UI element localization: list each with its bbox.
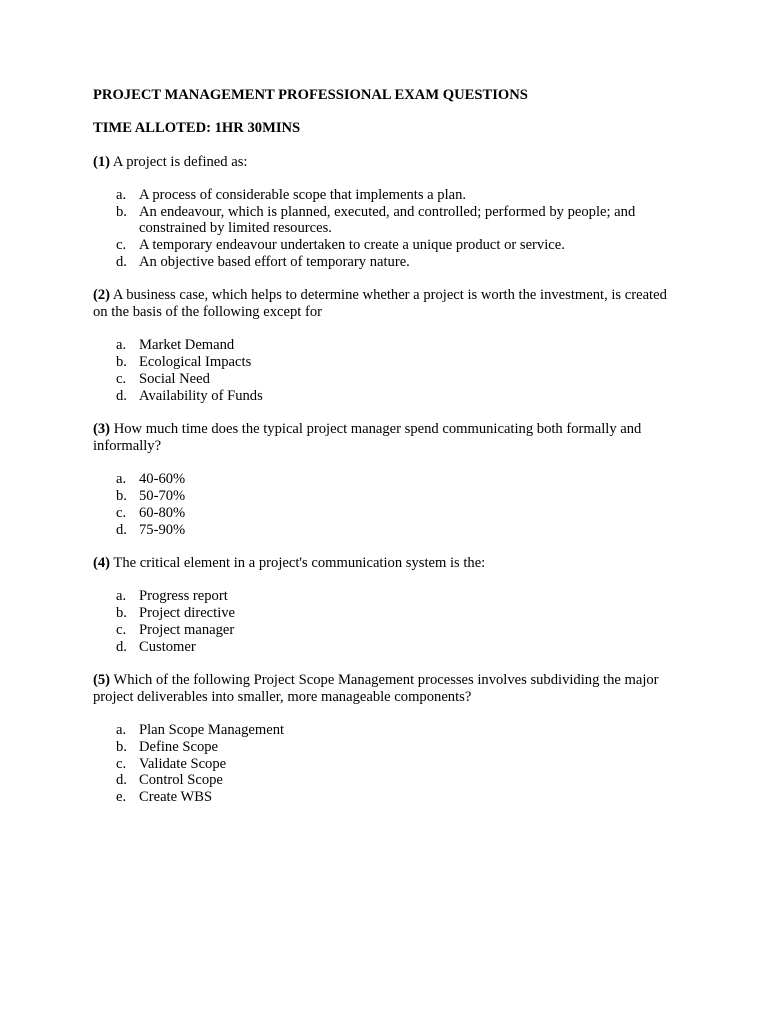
question-text: [93, 672, 683, 706]
question-body: How much time does the typical project manager spend communicating both formally and informally?: [93, 421, 642, 454]
option-letter: d.: [116, 638, 127, 655]
option-letter: d.: [116, 521, 127, 538]
question-block: [93, 672, 683, 806]
time-allotted: TIME ALLOTED: 1HR 30MINS: [93, 120, 301, 137]
question-body: A project is defined as:: [112, 153, 248, 170]
option-letter: a.: [116, 186, 127, 203]
question-number: (5): [93, 671, 111, 688]
option-letter: b.: [116, 488, 127, 505]
option-letter: b.: [116, 605, 127, 622]
option-text: 50-70%: [139, 488, 186, 505]
option-text: Define Scope: [139, 738, 219, 755]
question-number: (4): [93, 554, 111, 571]
question-body: Which of the following Project Scope Management processes involves subdividing the major project deliverables into smaller, more manageable components?: [93, 671, 659, 705]
document-page: [93, 87, 683, 823]
document-title: PROJECT MANAGEMENT PROFESSIONAL EXAM QUESTIONS: [93, 87, 528, 103]
option-item: [93, 237, 683, 254]
option-item: [93, 588, 683, 605]
option-text: A temporary endeavour undertaken to create a unique product or service.: [139, 237, 565, 254]
option-item: [93, 739, 683, 756]
option-text: Control Scope: [139, 772, 223, 789]
option-letter: b.: [116, 354, 127, 371]
option-item: [93, 505, 683, 522]
option-text: 40-60%: [139, 471, 186, 488]
option-item: [93, 354, 683, 371]
question-number: (1): [93, 153, 111, 170]
option-letter: a.: [116, 471, 127, 488]
option-text: An objective based effort of temporary nature.: [139, 254, 410, 271]
question-block: [93, 287, 683, 404]
option-letter: a.: [116, 722, 127, 739]
option-item: [93, 522, 683, 539]
option-text: Ecological Impacts: [139, 354, 252, 371]
question-body: The critical element in a project's communication system is the:: [113, 554, 486, 571]
option-text: Social Need: [139, 371, 210, 388]
option-item: [93, 789, 683, 806]
option-text: A process of considerable scope that implements a plan.: [139, 186, 467, 203]
option-item: [93, 337, 683, 354]
option-item: [93, 388, 683, 405]
option-letter: d.: [116, 387, 127, 404]
question-text: [93, 421, 683, 455]
option-text: 75-90%: [139, 521, 186, 538]
option-list: [93, 187, 683, 271]
option-item: [93, 756, 683, 773]
option-item: [93, 722, 683, 739]
question-block: [93, 421, 683, 538]
question-number: (3): [93, 421, 111, 438]
option-letter: c.: [116, 621, 127, 638]
option-item: [93, 622, 683, 639]
option-text: Create WBS: [139, 789, 213, 806]
option-list: [93, 722, 683, 806]
option-letter: d.: [116, 772, 127, 789]
option-text: Validate Scope: [139, 755, 227, 772]
question-text: [93, 287, 683, 321]
option-text: Progress report: [139, 588, 228, 605]
option-letter: c.: [116, 755, 127, 772]
question-text: [93, 555, 683, 572]
option-letter: b.: [116, 738, 127, 755]
option-text: Market Demand: [139, 337, 235, 354]
option-item: [93, 204, 683, 238]
option-letter: c.: [116, 237, 127, 254]
option-item: [93, 772, 683, 789]
option-text: An endeavour, which is planned, executed, and controlled; performed by people; and constrained by limited resources.: [139, 203, 636, 237]
option-item: [93, 605, 683, 622]
option-text: Project directive: [139, 605, 236, 622]
option-text: 60-80%: [139, 504, 186, 521]
option-list: [93, 337, 683, 404]
question-block: [93, 555, 683, 655]
option-item: [93, 639, 683, 656]
question-number: (2): [93, 287, 111, 304]
option-list: [93, 471, 683, 538]
option-item: [93, 187, 683, 204]
option-letter: d.: [116, 254, 127, 271]
option-letter: b.: [116, 203, 127, 220]
option-letter: e.: [116, 789, 127, 806]
option-letter: c.: [116, 504, 127, 521]
question-body: A business case, which helps to determine whether a project is worth the investment, is created on the basis of the following except for: [93, 287, 667, 321]
question-block: [93, 154, 683, 271]
question-text: [93, 154, 683, 171]
option-letter: c.: [116, 371, 127, 388]
option-item: [93, 471, 683, 488]
option-text: Plan Scope Management: [139, 722, 285, 739]
option-text: Customer: [139, 638, 196, 655]
option-item: [93, 488, 683, 505]
option-letter: a.: [116, 337, 127, 354]
option-list: [93, 588, 683, 655]
option-item: [93, 371, 683, 388]
option-letter: a.: [116, 588, 127, 605]
option-text: Availability of Funds: [139, 387, 263, 404]
option-text: Project manager: [139, 621, 235, 638]
option-item: [93, 254, 683, 271]
